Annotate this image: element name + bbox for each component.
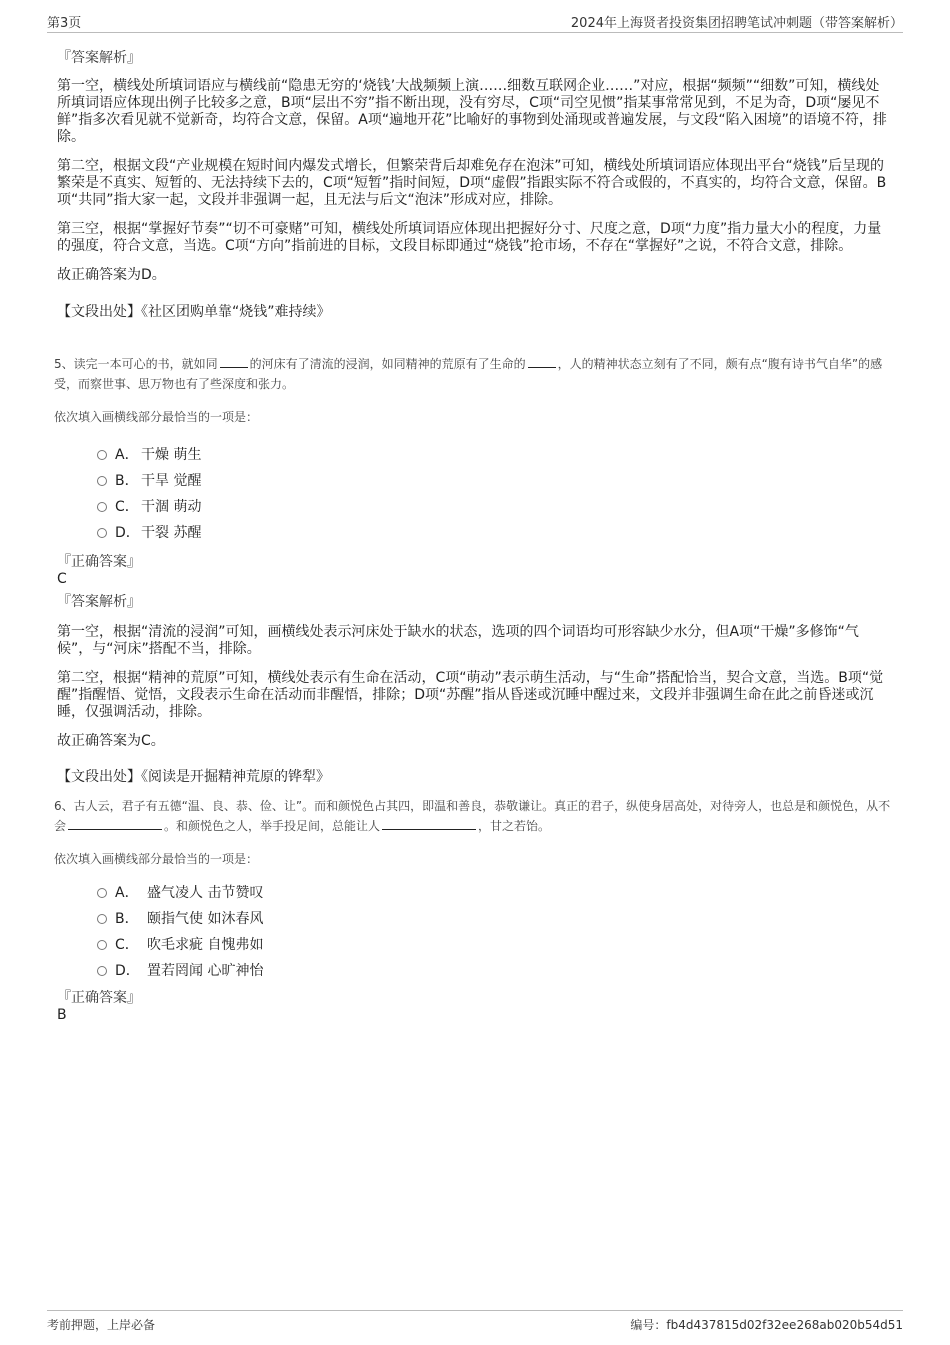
- fill-blank: [220, 355, 248, 368]
- analysis-paragraph: 第一空，横线处所填词语应与横线前“隐患无穷的‘烧钱’大战频频上演……细数互联网企业……”对应，根据“频频”“细数”可知，横线处所填词语应体现出例子比较多之意，B项“层出不穷”指不断出现，没有穷尽，C项“司空见惯”指某事常常见到，不足为奇，D项“屡见不鲜”指多次看见就不觉新奇，均符合文意，保留。A项“遍地开花”比喻好的事物到处涌现或普遍发展，与文段“陷入困境”的语境不符，排除。: [57, 78, 887, 145]
- option-letter: C．: [115, 937, 139, 953]
- option-c[interactable]: [57, 493, 893, 519]
- correct-answer-statement: 故正确答案为D。: [57, 267, 166, 283]
- fill-blank: [68, 817, 162, 830]
- radio-button[interactable]: [97, 966, 107, 976]
- option-letter: C．: [115, 499, 139, 515]
- radio-button[interactable]: [97, 940, 107, 950]
- passage-source: 【文段出处】《阅读是开掘精神荒原的铧犁》: [57, 769, 330, 785]
- question-stem: [54, 796, 893, 836]
- analysis-paragraph: 第二空，根据“精神的荒原”可知，横线处表示有生命在活动，C项“萌动”表示萌生活动，与“生命”搭配恰当，契合文意，当选。B项“觉醒”指醒悟、觉悟，文段表示生命在活动而非醒悟，排除；D项“苏醒”指从昏迷或沉睡中醒过来，文段并非强调生命在此之前昏迷或沉睡，仅强调活动，排除。: [57, 670, 884, 720]
- option-text: 置若罔闻 心旷神怡: [147, 963, 264, 979]
- analysis-label: 『答案解析』: [57, 594, 141, 610]
- stem-text: 、古人云，君子有五德“温、良、恭、俭、让”。而和颜悦色占其四，即温和善良，恭敬谦让。真正的君子，纵使身居高处，对待旁人，也总是和颜悦色，从不会: [54, 799, 891, 833]
- page-header: [47, 12, 903, 33]
- option-letter: A．: [115, 447, 139, 463]
- fill-blank: [528, 355, 556, 368]
- option-text: 干裂 苏醒: [141, 525, 202, 541]
- question-stem: [54, 354, 893, 394]
- stem-text: 、读完一本可心的书，就如同: [61, 357, 218, 371]
- option-text: 盛气凌人 击节赞叹: [147, 885, 264, 901]
- option-text: 颐指气使 如沐春风: [147, 911, 264, 927]
- radio-button[interactable]: [97, 502, 107, 512]
- correct-answer-statement: 故正确答案为C。: [57, 733, 165, 749]
- footer-slogan: 考前押题，上岸必备: [47, 1318, 156, 1332]
- option-text: 吹毛求疵 自愧弗如: [147, 937, 264, 953]
- correct-answer-value: B: [57, 1007, 67, 1023]
- analysis-paragraph: 第一空，根据“清流的浸润”可知，画横线处表示河床处于缺水的状态，选项的四个词语均可形容缺少水分，但A项“干燥”多修饰“气候”，与“河床”搭配不当，排除。: [57, 624, 859, 657]
- option-letter: A．: [115, 885, 139, 901]
- analysis-label: 『答案解析』: [57, 50, 141, 66]
- option-letter: B．: [115, 473, 139, 489]
- stem-text: 的河床有了清流的浸润，如同精神的荒原有了生命的: [249, 357, 526, 371]
- page-footer: [47, 1310, 903, 1332]
- correct-answer-label: 『正确答案』: [57, 990, 141, 1006]
- question-number: 5: [54, 357, 62, 371]
- option-d[interactable]: [57, 519, 893, 545]
- option-list: [57, 441, 893, 545]
- stem-text: ，人的精神状态立刻有了不同，颇有点“腹有诗书气自华”的感受，而察世事、思万物也有了些深度和张力。: [54, 357, 883, 391]
- option-a[interactable]: [57, 441, 893, 467]
- document-content: [54, 44, 893, 1023]
- radio-button[interactable]: [97, 528, 107, 538]
- question-5: [54, 354, 893, 786]
- passage-source: 【文段出处】《社区团购单靠“烧钱”难持续》: [57, 304, 331, 320]
- option-d[interactable]: [57, 957, 893, 983]
- option-b[interactable]: [57, 905, 893, 931]
- radio-button[interactable]: [97, 888, 107, 898]
- option-letter: B．: [115, 911, 139, 927]
- document-code: [630, 1316, 903, 1333]
- question-instruction: 依次填入画横线部分最恰当的一项是：: [54, 410, 259, 424]
- code-value: fb4d437815d02f32ee268ab020b54d51: [666, 1318, 903, 1332]
- option-letter: D．: [115, 963, 140, 979]
- correct-answer-label: 『正确答案』: [57, 554, 141, 570]
- option-b[interactable]: [57, 467, 893, 493]
- stem-text: ，甘之若饴。: [478, 819, 551, 833]
- option-list: [57, 879, 893, 983]
- fill-blank: [382, 817, 476, 830]
- document-title: 2024年上海贤者投资集团招聘笔试冲刺题（带答案解析）: [570, 16, 903, 31]
- option-text: 干燥 萌生: [141, 447, 202, 463]
- code-label: 编号：: [630, 1318, 667, 1332]
- option-text: 干涸 萌动: [141, 499, 202, 515]
- option-text: 干旱 觉醒: [141, 473, 202, 489]
- question-number: 6: [54, 799, 62, 813]
- question-instruction: 依次填入画横线部分最恰当的一项是：: [54, 852, 259, 866]
- radio-button[interactable]: [97, 914, 107, 924]
- radio-button[interactable]: [97, 476, 107, 486]
- correct-answer-value: C: [57, 571, 67, 587]
- analysis-paragraph: 第三空，根据“掌握好节奏”“切不可豪赌”可知，横线处所填词语应体现出把握好分寸、尺度之意，D项“力度”指力量大小的程度，力量的强度，符合文意，当选。C项“方向”指前进的目标，文段目标即通过“烧钱”抢市场，不存在“掌握好”之说，不符合文意，排除。: [57, 221, 882, 254]
- option-c[interactable]: [57, 931, 893, 957]
- option-letter: D．: [115, 525, 140, 541]
- q4-analysis-section: [57, 47, 893, 321]
- question-6: [54, 796, 893, 1023]
- stem-text: 。和颜悦色之人，举手投足间，总能让人: [164, 819, 381, 833]
- analysis-paragraph: 第二空，根据文段“产业规模在短时间内爆发式增长，但繁荣背后却难免存在泡沫”可知，横线处所填词语应体现出平台“烧钱”后呈现的繁荣是不真实、短暂的、无法持续下去的，C项“短暂”指时间短，D项“虚假”指跟实际不符合或假的，不真实的，均符合文意，保留。B项“共同”指大家一起，文段并非强调一起，且无法与后文“泡沫”形成对应，排除。: [57, 158, 887, 208]
- option-a[interactable]: [57, 879, 893, 905]
- radio-button[interactable]: [97, 450, 107, 460]
- page-number: 第3页: [47, 16, 82, 31]
